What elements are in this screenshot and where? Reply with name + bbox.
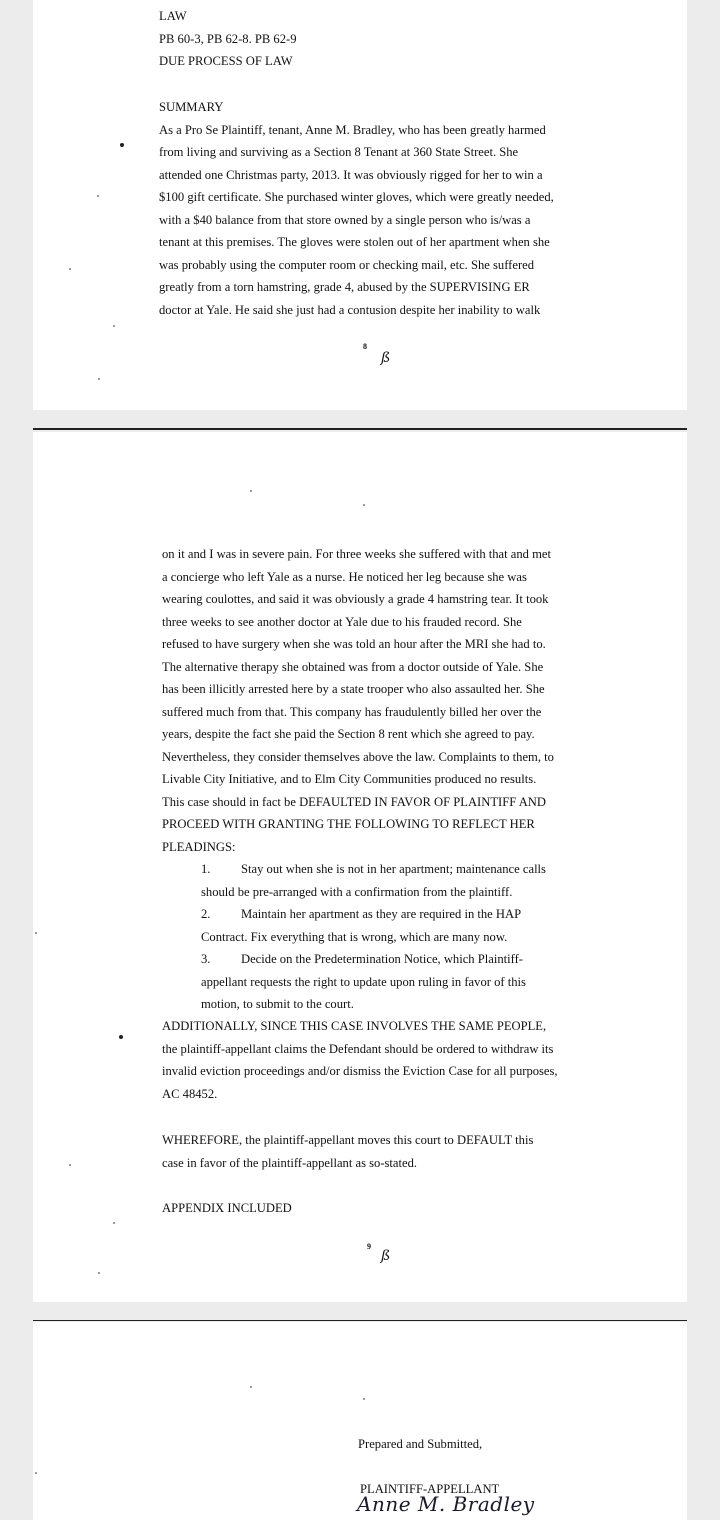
body-line: AC 48452. [162,1086,218,1101]
additional-section [162,1015,558,1105]
scan-speck [98,1272,100,1274]
summary-line: with a $40 balance from that store owned by a single person who is/was a [159,212,531,227]
appendix-note [162,1197,292,1220]
summary-line: greatly from a torn hamstring, grade 4, abused by the SUPERVISING ER [159,280,530,294]
list-text: motion, to submit to the court. [201,997,354,1011]
summary-line: $100 gift certificate. She purchased winter gloves, which were greatly needed, [159,190,554,204]
list-item [201,948,526,971]
body-line: Livable City Initiative, and to Elm City Communities produced no results. [162,772,537,786]
list-text: Decide on the Predetermination Notice, which Plaintiff- [241,952,523,966]
document-page-10 [33,1322,687,1520]
page-divider [33,428,687,430]
body-line: WHEREFORE, the plaintiff-appellant moves this court to DEFAULT this [162,1133,534,1147]
body-line: suffered much from that. This company has fraudulently billed her over the [162,704,542,719]
body-line: Nevertheless, they consider themselves above the law. Complaints to them, to [162,749,554,764]
page-number: 9 [367,1242,371,1251]
summary-section [159,96,554,321]
prepared-line: Prepared and Submitted, [358,1437,483,1451]
list-text: appellant requests the right to update upon ruling in favor of this [201,974,526,989]
header-block [159,5,297,73]
document-page-9 [33,432,687,1302]
list-text: should be pre-arranged with a confirmation from the plaintiff. [201,884,513,899]
list-text: Contract. Fix everything that is wrong, which are many now. [201,929,508,944]
scan-speck [363,1398,365,1400]
body-line: the plaintiff-appellant claims the Defendant should be ordered to withdraw its [162,1041,554,1056]
body-line: three weeks to see another doctor at Yale due to his frauded record. She [162,614,522,629]
body-line: This case should in fact be DEFAULTED IN FAVOR OF PLAINTIFF AND [162,794,546,809]
scan-speck [113,325,115,327]
list-text: Stay out when she is not in her apartment; maintenance calls [241,862,546,876]
scan-speck [250,1386,252,1388]
body-line: invalid eviction proceedings and/or dismiss the Eviction Case for all purposes, [162,1064,558,1078]
summary-line: was probably using the computer room or checking mail, etc. She suffered [159,257,535,272]
scan-speck [113,1222,115,1224]
scan-speck [97,195,99,197]
body-line: has been illicitly arrested here by a state trooper who also assaulted her. She [162,682,545,696]
summary-line: attended one Christmas party, 2013. It was obviously rigged for her to win a [159,167,543,182]
scan-speck [250,490,252,492]
role-line: PLAINTIFF-APPELLANT [360,1482,500,1496]
document-page-8 [33,0,687,410]
summary-line: doctor at Yale. He said she just had a contusion despite her inability to walk [159,302,541,317]
page-divider [33,1320,687,1321]
list-number: 3. [201,952,211,966]
scan-speck [120,143,124,147]
page-number: 8 [363,342,367,351]
wherefore-section [162,1129,533,1174]
body-line: wearing coulottes, and said it was obviously a grade 4 hamstring tear. It took [162,592,549,606]
scan-speck [35,932,37,934]
initials-mark: ß [381,1248,391,1264]
scan-speck [69,1164,71,1166]
list-number: 2. [201,907,211,921]
summary-line: tenant at this premises. The gloves were stolen out of her apartment when she [159,235,550,249]
list-item [201,903,526,926]
body-line: refused to have surgery when she was told an hour after the MRI she had to. [162,637,546,651]
body-line: The alternative therapy she obtained was from a doctor outside of Yale. She [162,659,544,674]
pleadings-list [201,858,546,1016]
body-line: a concierge who left Yale as a nurse. He noticed her leg because she was [162,569,527,584]
summary-heading: SUMMARY [159,100,224,114]
body-line: ADDITIONALLY, SINCE THIS CASE INVOLVES THE SAME PEOPLE, [162,1019,547,1033]
body-line: case in favor of the plaintiff-appellant as so-stated. [162,1155,418,1170]
header-line: DUE PROCESS OF LAW [159,54,293,68]
scan-speck [98,378,100,380]
list-number: 1. [201,862,211,876]
scan-speck [35,1472,37,1474]
body-line: PROCEED WITH GRANTING THE FOLLOWING TO REFLECT HER [162,817,535,831]
header-line: PB 60-3, PB 62-8. PB 62-9 [159,31,297,46]
signature: Anne M. Bradley [357,1492,535,1516]
summary-line: As a Pro Se Plaintiff, tenant, Anne M. Bradley, who has been greatly harmed [159,122,546,137]
scan-speck [69,268,71,270]
appendix-label: APPENDIX INCLUDED [162,1201,292,1215]
body-line: on it and I was in severe pain. For three weeks she suffered with that and met [162,547,552,561]
header-line: LAW [159,9,187,23]
scan-speck [363,504,365,506]
body-line: PLEADINGS: [162,839,236,854]
list-item [201,858,546,881]
body-line: years, despite the fact she paid the Section 8 rent which she agreed to pay. [162,727,535,741]
scan-speck [119,1035,123,1039]
list-text: Maintain her apartment as they are required in the HAP [241,907,522,921]
initials-mark: ß [381,350,391,366]
summary-line: from living and surviving as a Section 8 Tenant at 360 State Street. She [159,145,519,159]
body-section [162,543,554,858]
